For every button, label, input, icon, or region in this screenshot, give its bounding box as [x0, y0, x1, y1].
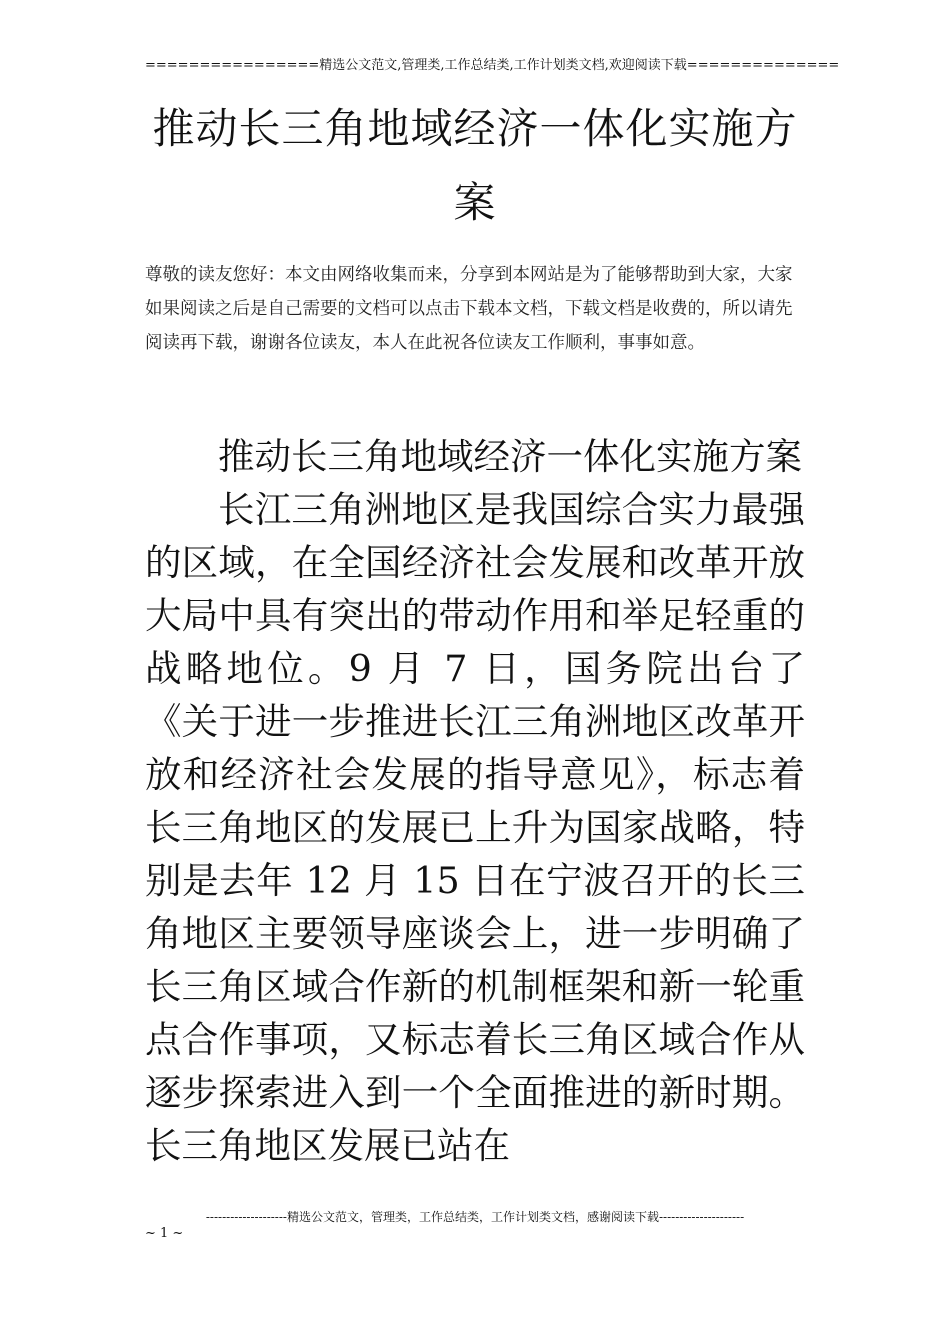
header-banner: ================精选公文范文,管理类,工作总结类,工作计划类文档,欢迎阅读下载============== [145, 58, 840, 73]
document-body [145, 430, 805, 1172]
reader-notice: 尊敬的读友您好：本文由网络收集而来，分享到本网站是为了能够帮助到大家，大家如果阅读之后是自己需要的文档可以点击下载本文档，下载文档是收费的，所以请先阅读再下载，谢谢各位读友，本人在此祝各位读友工作顺利，事事如意。 [145, 265, 793, 353]
body-paragraph: 长江三角洲地区是我国综合实力最强的区域，在全国经济社会发展和改革开放大局中具有突出的带动作用和举足轻重的战略地位。9 月 7 日，国务院出台了《关于进一步推进长江三角洲地区改革开放和经济社会发展的指导意见》，标志着长三角地区的发展已上升为国家战略，特别是去年 12 月 15 日在宁波召开的长三角地区主要领导座谈会上，进一步明确了长三角区域合作新的机制框架和新一轮重点合作事项，又标志着长三角区域合作从逐步探索进入到一个全面推进的新时期。长三角地区发展已站在 [145, 488, 805, 1167]
page-number: ~ 1 ~ [145, 1226, 184, 1241]
footer-banner: --------------------精选公文范文，管理类，工作总结类，工作计划类文档，感谢阅读下载--------------------- [205, 1210, 745, 1224]
body-heading: 推动长三角地域经济一体化实施方案 [218, 435, 802, 478]
document-title: 推动长三角地域经济一体化实施方案 [152, 104, 798, 227]
